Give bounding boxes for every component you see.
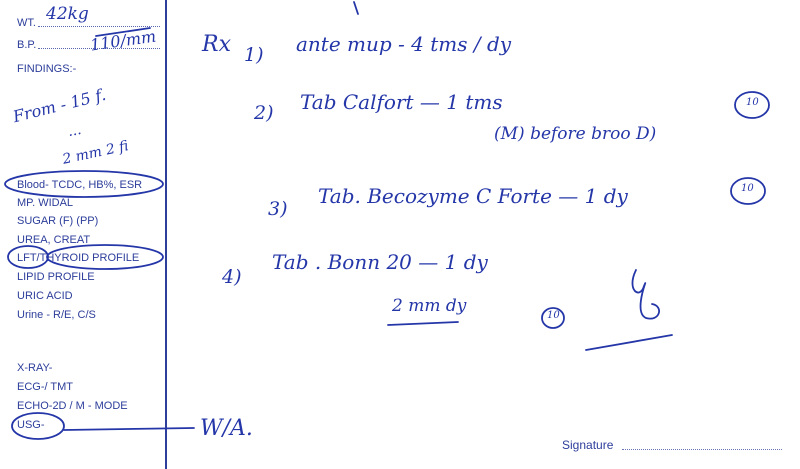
- test-blood: Blood- TCDC, HB%, ESR: [17, 179, 143, 191]
- column-divider: [165, 0, 167, 469]
- med-4-line: Tab . Bonn 20 — 1 dy: [272, 250, 488, 274]
- med-3-line: Tab. Becozyme C Forte — 1 dy: [318, 184, 628, 208]
- investigations-sidebar: [0, 0, 166, 469]
- test-urea: UREA, CREAT: [17, 234, 91, 246]
- doctor-signature: [632, 270, 659, 319]
- test-uric-acid: URIC ACID: [17, 290, 73, 302]
- findings-label: FINDINGS:-: [17, 63, 77, 75]
- duration-underline: [388, 322, 458, 325]
- test-lft-thyroid: LFT/THYROID PROFILE: [17, 252, 140, 264]
- rx-symbol: Rx: [202, 32, 231, 57]
- signature-label: Signature: [562, 438, 614, 452]
- circled-mark-2: 10: [741, 183, 754, 194]
- med-2-number: 2): [254, 102, 274, 124]
- med-1-line: ante mup - 4 tms / dy: [296, 32, 512, 56]
- med-4-number: 4): [222, 266, 242, 288]
- med-2-line: Tab Calfort — 1 tms: [300, 90, 503, 114]
- weight-line: [38, 26, 160, 27]
- weight-label: WT.: [17, 17, 36, 29]
- imaging-usg: USG-: [17, 419, 45, 431]
- circled-mark-1: 10: [746, 97, 759, 108]
- test-mp-widal: MP. WIDAL: [17, 197, 74, 209]
- signature-line: [622, 449, 782, 450]
- imaging-xray: X-RAY-: [17, 362, 53, 374]
- imaging-echo: ECHO-2D / M - MODE: [17, 400, 128, 412]
- signature-underline: [586, 335, 672, 350]
- weight-handwritten: 42kg: [46, 4, 89, 24]
- circled-mark-4: [751, 184, 752, 185]
- bp-label: B.P.: [17, 39, 37, 51]
- med-3-number: 3): [268, 198, 288, 220]
- med-4-duration: 2 mm dy: [392, 296, 467, 316]
- findings-note-1: From - 15 f.: [10, 84, 108, 127]
- test-urine: Urine - R/E, C/S: [17, 309, 96, 321]
- test-lipid: LIPID PROFILE: [17, 271, 95, 283]
- findings-note-3: 2 mm 2 fi: [61, 138, 130, 168]
- bp-handwritten: 110/mm: [88, 26, 158, 55]
- med-2-instruction: (M) before broo D): [494, 124, 657, 144]
- findings-note-2: ...: [66, 121, 83, 141]
- imaging-ecg: ECG-/ TMT: [17, 381, 74, 393]
- circled-mark-3: 10: [547, 310, 560, 321]
- top-tick: [354, 2, 358, 14]
- test-sugar: SUGAR (F) (PP): [17, 215, 99, 227]
- usg-note: W/A.: [200, 416, 253, 441]
- med-1-number: 1): [244, 44, 264, 66]
